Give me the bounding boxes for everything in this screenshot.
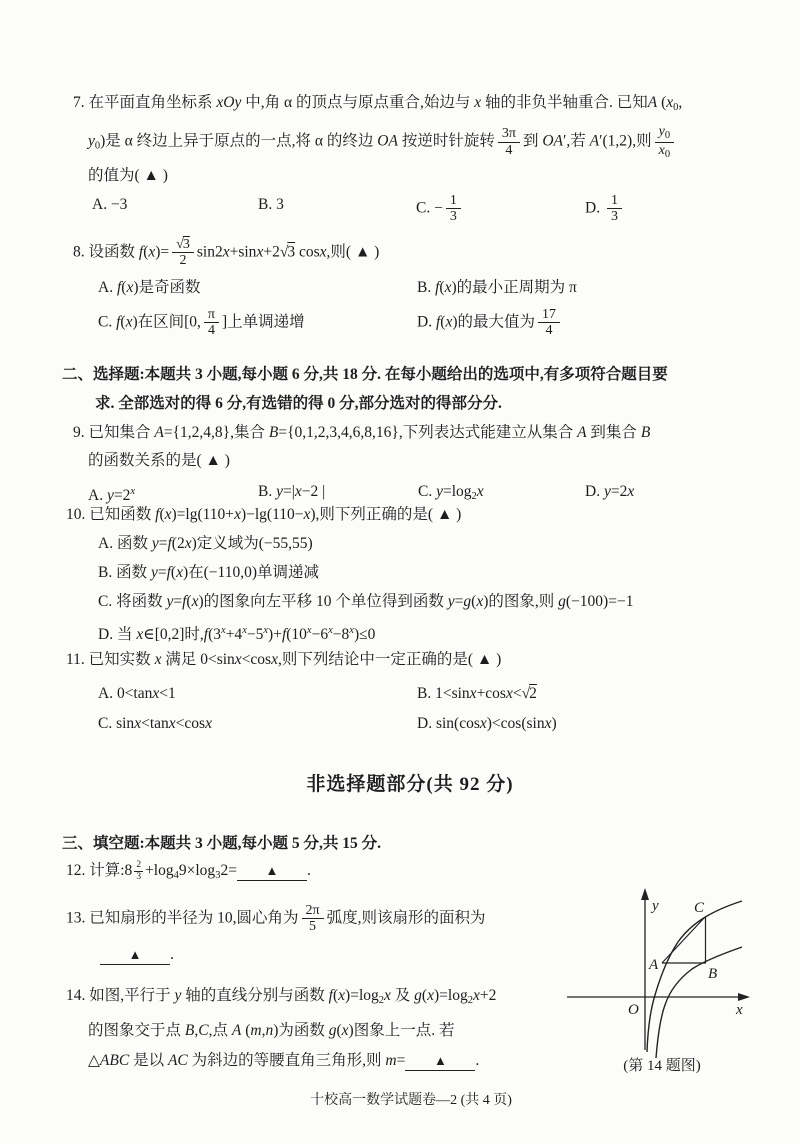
q10-option-d: D. 当 x∈[0,2]时$,f(3^x+4^x-5^x)+f(10^x-6^x-8^x)\le 0$ <box>98 625 376 643</box>
q9-option-c: C. y=log2x <box>418 483 484 502</box>
curve-g-log2x-plus-2 <box>647 901 742 1052</box>
q10-option-c: C. 将函数 y=f(x)的图象向左平移 10 个单位得到函数 y=g(x)的图象,则 g(−100)=−1 <box>98 593 634 610</box>
q9-line-1: 9. 已知集合 A={1,2,4,8},集合 B={0,1,2,3,4,6,8,16},下列表达式能建立从集合 A 到集合 B <box>73 424 651 441</box>
figure-question-14 <box>556 868 800 1094</box>
q8-option-d: D. f(x)的最大值为 $\frac{17}{4}$ <box>417 306 758 340</box>
q10-option-a: A. 函数 y=f(2x)定义域为(−55,55) <box>98 535 313 552</box>
non-choice-section-title: 非选择题部分(共 92 分) <box>306 774 514 795</box>
q8-option-c: C. f(x)在区间[0, $\frac{\pi}{4}$ ]上单调递增 <box>98 306 305 339</box>
sec2-instructions-line-2: 求. 全部选对的得 6 分,有选错的得 0 分,部分选对的得部分分. <box>95 395 502 412</box>
q8-options-row-1 <box>62 275 758 301</box>
q11-stem: 11. 已知实数 x 满足 0<sinx<cosx,则下列结论中一定正确的是( ▲ ) <box>66 651 502 668</box>
question-13 <box>62 902 592 968</box>
question-10 <box>62 503 758 652</box>
figure-svg <box>556 868 800 1064</box>
q7-line-3: 的值为( ▲ ) <box>88 167 168 185</box>
q13-line-1: 13. 已知扇形的半径为 10,圆心角为 $\frac{2\pi}{5}$ 弧度,则该扇形的面积为 <box>66 903 486 935</box>
q9-option-d: D. y=2x <box>585 483 635 500</box>
segment-ac <box>662 917 705 963</box>
x-axis-arrow-icon <box>738 993 750 1001</box>
q8-option-a: A. f(x)是奇函数 <box>98 278 201 296</box>
q11-option-d: D. sin(cosx)<cos(sinx) <box>417 715 557 732</box>
q7-options <box>62 192 758 228</box>
y-axis-label: y <box>652 898 659 914</box>
q11-options-row-2 <box>62 711 758 737</box>
y-axis-arrow-icon <box>641 888 649 900</box>
q7-option-a: A. −3 <box>92 196 128 214</box>
q8-option-b: B. f(x)的最小正周期为 π <box>417 278 577 296</box>
curve-f-log2x <box>656 947 742 1058</box>
origin-label: O <box>628 1002 639 1018</box>
q10-stem: 10. 已知函数 f(x)=lg(110+x)−lg(110−x),则下列正确的是( ▲ ) <box>66 506 462 523</box>
q9-option-a: A. $y=2^x$ <box>88 486 136 504</box>
q14-line-2: 的图象交于点 B,C,点 A (m,n)为函数 g(x)图象上一点. 若 <box>88 1022 455 1039</box>
question-14 <box>62 981 592 1076</box>
q9-option-b: B. y=|x−2 | <box>258 483 326 500</box>
point-a-label: A <box>649 957 659 973</box>
x-axis-label: x <box>736 1002 743 1018</box>
q11-option-b: B. 1<sinx+cosx<√2 <box>417 685 537 702</box>
q8-options-row-2 <box>62 306 758 340</box>
q11-options-row-1 <box>62 681 758 707</box>
q8-stem: 8. 设函数 f(x)= $\frac{√3}{2}$ sin2x+sinx+2√3 cosx,则( ▲ ) <box>73 237 380 269</box>
q7-line-1: 7. 在平面直角坐标系 xOy 中,角 α 的顶点与原点重合,始边与 x 轴的非负半轴重合. 已知A (x0, <box>73 94 683 113</box>
q7-option-b: B. 3 <box>258 196 284 214</box>
section-2-header <box>62 360 758 418</box>
question-11 <box>62 647 758 737</box>
q10-option-b: B. 函数 y=f(x)在(−110,0)单调递减 <box>98 564 320 581</box>
question-8 <box>62 236 758 340</box>
page-footer: 十校高一数学试题卷—2 (共 4 页) <box>310 1093 512 1108</box>
q11-option-c: C. sinx<tanx<cosx <box>98 715 212 732</box>
q12-line: 12. 计算:8 $\frac{2}{3}$ +log49×log32= ▲ . <box>66 860 311 882</box>
q7-line-2: y0)是 α 终边上异于原点的一点,将 α 的终边 OA 按逆时针旋转 $\frac{3\pi}{4}$ 到 OA′,若 A′(1,2),则 $\frac{y_0}{x_0}$ <box>62 123 758 161</box>
point-b-label: B <box>708 966 718 982</box>
q14-line-3: △ABC 是以 AC 为斜边的等腰直角三角形,则 m= ▲ . <box>88 1052 480 1069</box>
sec2-instructions-line-1: 二、选择题:本题共 3 小题,每小题 6 分,共 18 分. 在每小题给出的选项中,有多项符合题目要 <box>62 366 668 383</box>
q7-option-c: C. − $\frac{1}{3}$ <box>416 192 585 226</box>
q11-option-a: A. 0<tanx<1 <box>98 685 176 702</box>
figure-caption: (第 14 题图) <box>623 1058 701 1074</box>
q14-line-1: 14. 如图,平行于 y 轴的直线分别与函数 f(x)=log2x 及 g(x)=log2x+2 <box>66 987 497 1006</box>
q9-line-2: 的函数关系的是( ▲ ) <box>88 452 230 469</box>
question-7 <box>62 90 758 228</box>
question-9 <box>62 419 758 511</box>
q7-option-d: D. $\frac{1}{3}$ <box>585 192 758 226</box>
section-3-header: 三、填空题:本题共 3 小题,每小题 5 分,共 15 分. <box>62 835 382 852</box>
point-c-label: C <box>694 900 705 916</box>
q13-answer-blank-line: ▲ . <box>62 942 592 968</box>
